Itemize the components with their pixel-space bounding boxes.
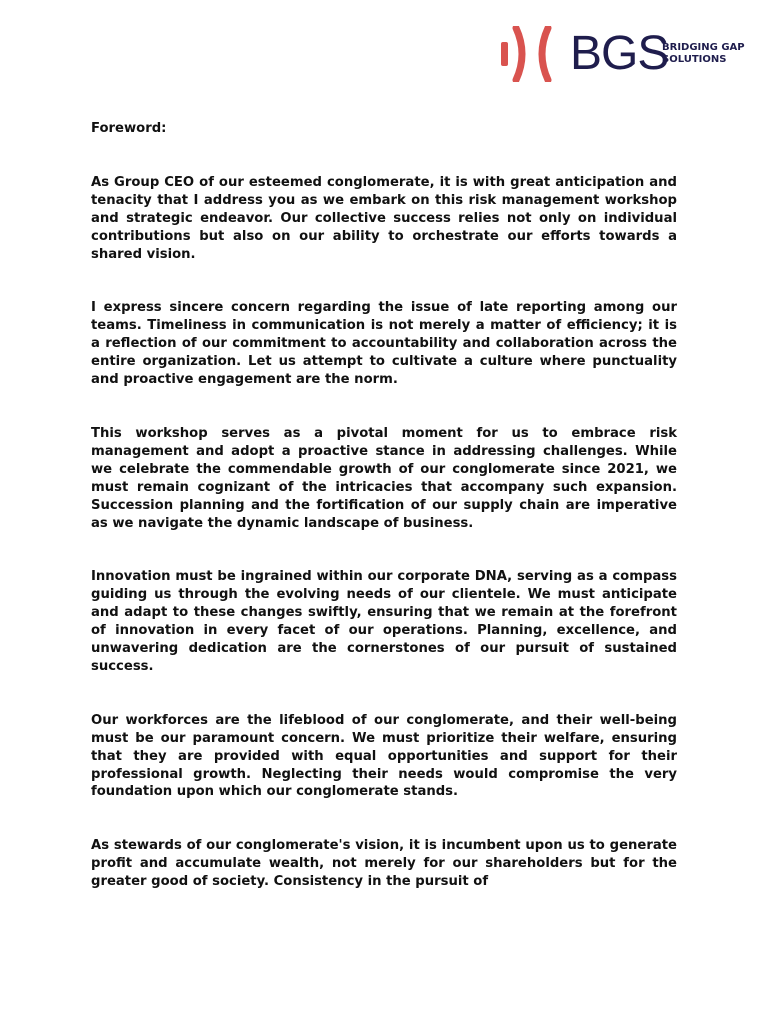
document-heading: Foreword: [91, 121, 167, 136]
logo-tagline-line1: BRIDGING GAP [662, 42, 745, 53]
paragraph: Our workforces are the lifeblood of our conglomerate, and their well-being must be our paramount concern. We must prioritize their welfare, ensuring that they are provided with equal opportunities and support for their professional growth. Neglecting their needs would compromise the very foundation upon which our conglomerate stands. [91, 712, 677, 800]
paragraph: Innovation must be ingrained within our corporate DNA, serving as a compass guiding us through the evolving needs of our clientele. We must anticipate and adapt to these changes swiftly, ensuring that we remain at the forefront of innovation in every facet of our operations. Planning, excellence, and unwavering dedication are the cornerstones of our pursuit of sustained success. [91, 569, 677, 674]
logo-tagline-line2: SOLUTIONS [662, 54, 727, 65]
logo-wordmark: BGS [570, 27, 669, 80]
logo-mark-icon [498, 26, 570, 82]
logo-arc-left [516, 28, 522, 80]
logo-arc-right [542, 28, 548, 80]
paragraph: I express sincere concern regarding the issue of late reporting among our teams. Timeliness in communication is not merely a matter of efficiency; it is a reflection of our commitment to accountability and collaboration across the entire organization. Let us attempt to cultivate a culture where punctuality and proactive engagement are the norm. [91, 300, 677, 388]
paragraph: As Group CEO of our esteemed conglomerate, it is with great anticipation and tenacity that I address you as we embark on this risk management workshop and strategic endeavor. Our collective success relies not only on individual contributions but also on our ability to orchestrate our efforts towards a shared vision. [91, 174, 677, 262]
logo-tagline [662, 42, 745, 66]
paragraph: This workshop serves as a pivotal moment for us to embrace risk management and adopt a proactive stance in addressing challenges. While we celebrate the commendable growth of our conglomerate since 2021, we must remain cognizant of the intricacies that accompany such expansion. Succession planning and the fortification of our supply chain are imperative as we navigate the dynamic landscape of business. [91, 425, 677, 531]
document-body [91, 120, 677, 927]
logo-bar-left [501, 42, 508, 66]
company-logo [498, 26, 768, 82]
paragraph: As stewards of our conglomerate's vision, it is incumbent upon us to generate profit and accumulate wealth, not merely for our shareholders but for the greater good of society. Consistency in the pursuit of [91, 838, 677, 890]
